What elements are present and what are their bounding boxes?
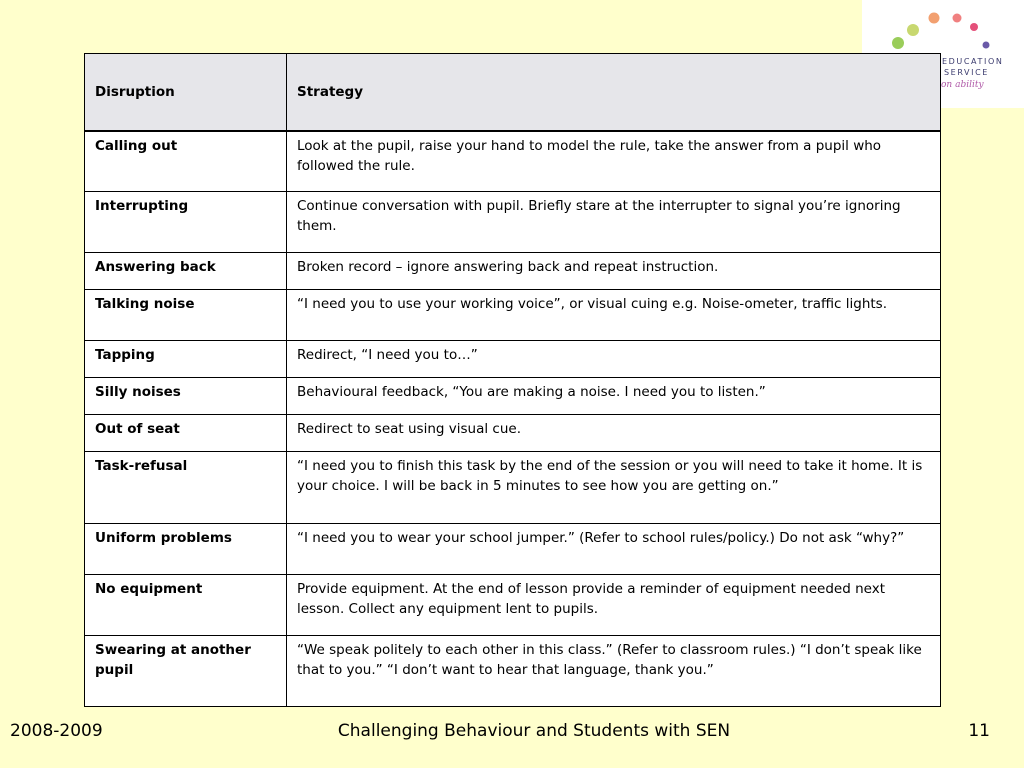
disruption-cell: Interrupting bbox=[85, 192, 287, 253]
table-row bbox=[85, 131, 941, 192]
disruption-cell: Talking noise bbox=[85, 290, 287, 341]
footer-title: Challenging Behaviour and Students with SEN bbox=[337, 721, 731, 741]
disruption-cell: Swearing at another pupil bbox=[85, 636, 287, 707]
logo-text-service: SERVICE bbox=[944, 68, 989, 77]
page-number: 11 bbox=[968, 721, 990, 741]
disruption-cell: Calling out bbox=[85, 131, 287, 192]
logo-tagline: on ability bbox=[941, 80, 984, 90]
table-row bbox=[85, 378, 941, 415]
disruption-cell: Task-refusal bbox=[85, 452, 287, 524]
table-row bbox=[85, 341, 941, 378]
disruption-cell: Silly noises bbox=[85, 378, 287, 415]
logo-text-education: EDUCATION bbox=[942, 57, 1004, 66]
table-row bbox=[85, 636, 941, 707]
header-disruption: Disruption bbox=[85, 54, 287, 131]
table-row bbox=[85, 415, 941, 452]
strategy-cell: “We speak politely to each other in this class.” (Refer to classroom rules.) “I don’t speak like that to you.” “I don’t want to hear that language, thank you.” bbox=[287, 636, 941, 707]
strategy-cell: “I need you to finish this task by the end of the session or you will need to take it home. It is your choice. I will be back in 5 minutes to see how you are getting on.” bbox=[287, 452, 941, 524]
header-strategy: Strategy bbox=[287, 54, 941, 131]
table-header-row bbox=[85, 54, 941, 131]
table-row bbox=[85, 290, 941, 341]
strategy-cell: Broken record – ignore answering back and repeat instruction. bbox=[287, 253, 941, 290]
table-row bbox=[85, 524, 941, 575]
strategy-cell: “I need you to use your working voice”, or visual cuing e.g. Noise-ometer, traffic lights. bbox=[287, 290, 941, 341]
logo-dots-icon bbox=[862, 0, 1024, 60]
strategy-cell: Continue conversation with pupil. Briefly stare at the interrupter to signal you’re ignoring them. bbox=[287, 192, 941, 253]
table-row bbox=[85, 253, 941, 290]
disruption-cell: No equipment bbox=[85, 575, 287, 636]
behaviour-strategy-table bbox=[84, 53, 941, 707]
disruption-cell: Out of seat bbox=[85, 415, 287, 452]
strategy-cell: Redirect to seat using visual cue. bbox=[287, 415, 941, 452]
strategy-cell: “I need you to wear your school jumper.” (Refer to school rules/policy.) Do not ask “why?” bbox=[287, 524, 941, 575]
table-row bbox=[85, 192, 941, 253]
table-row bbox=[85, 575, 941, 636]
strategy-cell: Provide equipment. At the end of lesson provide a reminder of equipment needed next lesson. Collect any equipment lent to pupils. bbox=[287, 575, 941, 636]
strategy-cell: Redirect, “I need you to…” bbox=[287, 341, 941, 378]
table-row bbox=[85, 452, 941, 524]
disruption-cell: Uniform problems bbox=[85, 524, 287, 575]
disruption-cell: Tapping bbox=[85, 341, 287, 378]
footer-year: 2008-2009 bbox=[10, 721, 103, 741]
strategy-cell: Look at the pupil, raise your hand to model the rule, take the answer from a pupil who followed the rule. bbox=[287, 131, 941, 192]
disruption-cell: Answering back bbox=[85, 253, 287, 290]
strategy-cell: Behavioural feedback, “You are making a noise. I need you to listen.” bbox=[287, 378, 941, 415]
